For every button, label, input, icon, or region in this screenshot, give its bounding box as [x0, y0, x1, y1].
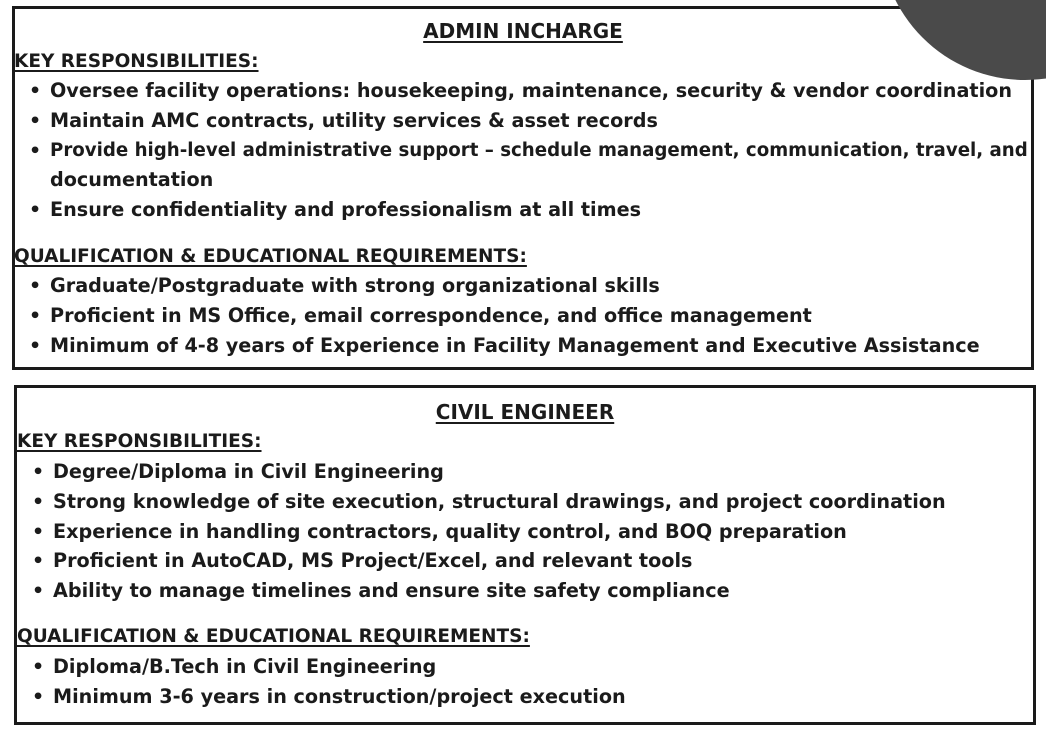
list-item: Proficient in AutoCAD, MS Project/Excel, and relevant tools: [53, 549, 693, 572]
experience-emphasis: 3-6 years: [159, 685, 260, 708]
bullet: •: [29, 335, 42, 357]
list-item: Ability to manage timelines and ensure site safety compliance: [53, 579, 730, 602]
bullet: •: [32, 580, 45, 602]
admin-incharge-title: ADMIN INCHARGE: [423, 19, 623, 43]
bullet: •: [32, 461, 45, 483]
admin-responsibilities-heading: KEY RESPONSIBILITIES:: [14, 51, 259, 72]
list-item: Degree/Diploma in Civil Engineering: [53, 460, 444, 483]
bullet: •: [32, 550, 45, 572]
list-item: Ensure confidentiality and professionalism at all times: [50, 198, 642, 221]
admin-qualification-heading: QUALIFICATION & EDUCATIONAL REQUIREMENTS:: [14, 246, 527, 267]
bullet: •: [29, 305, 42, 327]
civil-qualification-heading: QUALIFICATION & EDUCATIONAL REQUIREMENTS:: [17, 626, 530, 647]
civil-engineer-title: CIVIL ENGINEER: [435, 400, 615, 424]
bullet: •: [32, 686, 45, 708]
list-item: Oversee facility operations: housekeeping, maintenance, security & vendor coordination: [50, 79, 1012, 102]
bullet: •: [32, 521, 45, 543]
civil-engineer-card: [14, 385, 1036, 725]
list-item-continuation: documentation: [50, 168, 214, 191]
list-item: Strong knowledge of site execution, structural drawings, and project coordination: [53, 490, 946, 513]
bullet: •: [29, 140, 42, 162]
experience-emphasis: 4-8 years: [184, 334, 286, 357]
list-item: Maintain AMC contracts, utility services & asset records: [50, 109, 658, 132]
list-item: Graduate/Postgraduate with strong organizational skills: [50, 274, 660, 297]
admin-incharge-card: [12, 6, 1034, 370]
list-item: Diploma/B.Tech in Civil Engineering: [53, 655, 437, 678]
list-item: Proficient in MS Office, email correspondence, and office management: [50, 304, 812, 327]
bullet: •: [29, 110, 42, 132]
civil-responsibilities-heading: KEY RESPONSIBILITIES:: [17, 431, 262, 452]
experience-suffix: of Experience in Facility Management and Executive Assistance: [285, 334, 980, 357]
bullet: •: [29, 199, 42, 221]
bullet: •: [29, 275, 42, 297]
list-item: Experience in handling contractors, quality control, and BOQ preparation: [53, 520, 847, 543]
experience-suffix: in construction/project execution: [259, 685, 626, 708]
bullet: •: [32, 491, 45, 513]
bullet: •: [29, 80, 42, 102]
experience-prefix: Minimum: [53, 685, 160, 708]
bullet: •: [32, 656, 45, 678]
list-item: Provide high-level administrative support – schedule management, communication, travel, and: [50, 140, 1028, 161]
experience-prefix: Minimum of: [50, 334, 185, 357]
